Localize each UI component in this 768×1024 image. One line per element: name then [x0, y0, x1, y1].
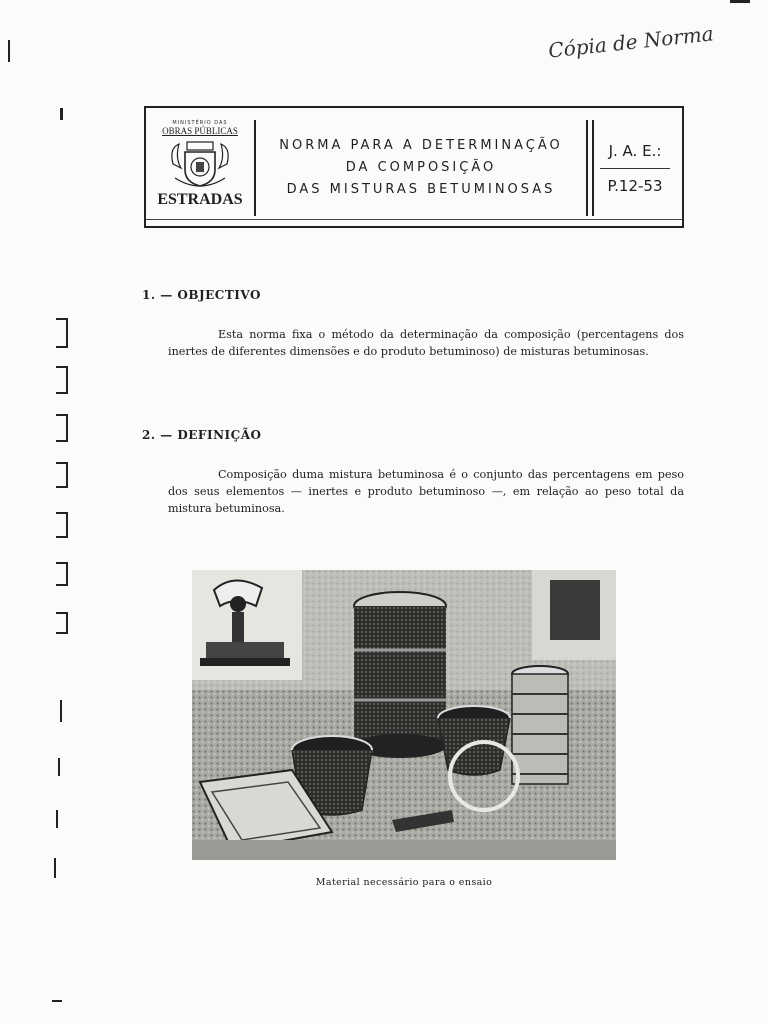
logo-estradas: ESTRADAS: [157, 191, 243, 208]
scan-bracket: [56, 414, 68, 442]
scan-mark: [54, 858, 56, 878]
coat-of-arms-icon: [165, 138, 235, 190]
scan-mark: [58, 758, 60, 776]
handwritten-note: Cópia de Norma: [547, 21, 715, 63]
equipment-photo: [192, 570, 616, 860]
scan-mark: [730, 0, 750, 3]
scan-mark: [60, 108, 63, 120]
title-line-3: DAS MISTURAS BETUMINOSAS: [286, 182, 556, 197]
section-heading-definicao: 2. — DEFINIÇÃO: [142, 428, 262, 442]
scan-mark: [60, 700, 62, 722]
title-line-1: NORMA PARA A DETERMINAÇÃO: [279, 138, 563, 153]
logo-ministry: MINISTÉRIO DAS: [172, 120, 228, 126]
scan-bracket: [56, 612, 68, 634]
scan-bracket: [56, 366, 68, 394]
scan-mark: [52, 1000, 62, 1002]
document-code: [592, 120, 676, 216]
section-heading-objectivo: 1. — OBJECTIVO: [142, 288, 261, 302]
figure-caption: Material necessário para o ensaio: [315, 877, 493, 888]
title-line-2: DA COMPOSIÇÃO: [345, 160, 497, 175]
scan-bracket: [56, 562, 68, 586]
scan-bracket: [56, 462, 68, 488]
logo-obras-publicas: OBRAS PÚBLICAS: [162, 126, 238, 136]
definicao-text: Composição duma mistura betuminosa é o conjunto das percentagens em peso dos seus elementos — inertes e produto betuminoso —, em relação ao peso total da mistura betuminosa.: [168, 468, 684, 515]
code-number: P.12-53: [607, 176, 663, 195]
scan-mark: [56, 810, 58, 828]
section-text-objectivo: [168, 326, 684, 360]
code-jae: J. A. E.:: [608, 141, 662, 160]
objectivo-text: Esta norma fixa o método da determinação da composição (percentagens dos inertes de diferentes dimensões e do produto betuminoso) de misturas betuminosas.: [168, 328, 684, 358]
section-text-definicao: [168, 466, 684, 517]
scan-mark: [8, 40, 10, 62]
scan-bracket: [56, 318, 68, 348]
jae-logo: [156, 120, 244, 214]
equipment-photo-image: [192, 570, 616, 860]
header-rule: [146, 219, 682, 220]
scan-bracket: [56, 512, 68, 538]
document-header: [144, 106, 684, 228]
document-title: [254, 120, 588, 216]
